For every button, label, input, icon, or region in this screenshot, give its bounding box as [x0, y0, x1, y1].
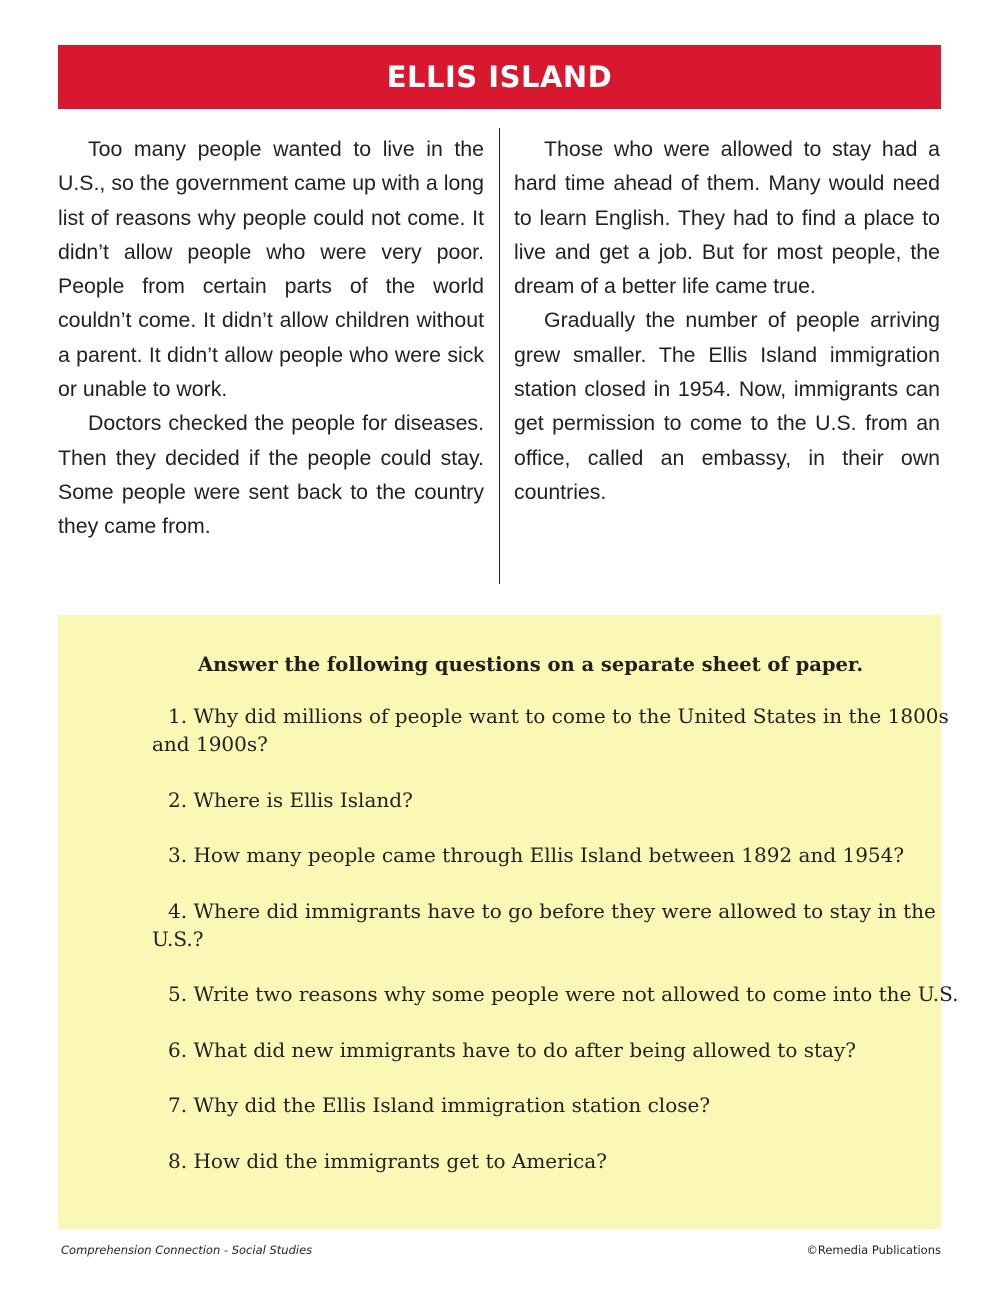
- question-item: 5. Write two reasons why some people were not allowed to come into the U.S.: [168, 982, 959, 1006]
- questions-box: [58, 615, 959, 1229]
- column-divider: [499, 128, 500, 584]
- title-banner: [58, 45, 941, 109]
- question-item: 1. Why did millions of people want to come to the United States in the 1800s and 1900s?: [152, 704, 949, 756]
- footer-copyright: ©Remedia Publications: [806, 1243, 941, 1257]
- question-item: 3. How many people came through Ellis Island between 1892 and 1954?: [168, 843, 905, 867]
- question-item: 6. What did new immigrants have to do after being allowed to stay?: [168, 1038, 856, 1062]
- left-column: [58, 132, 484, 544]
- question-item: 4. Where did immigrants have to go before they were allowed to stay in the U.S.?: [152, 899, 936, 951]
- page-title: ELLIS ISLAND: [386, 60, 613, 94]
- question-item: 2. Where is Ellis Island?: [168, 788, 413, 812]
- paragraph: Doctors checked the people for diseases. Then they decided if the people could stay. Some people were sent back to the country they came from.: [58, 411, 484, 539]
- paragraph: Those who were allowed to stay had a hard time ahead of them. Many would need to learn English. They had to find a place to live and get a job. But for most people, the dream of a better life came true.: [514, 137, 940, 299]
- question-item: 7. Why did the Ellis Island immigration station close?: [168, 1093, 711, 1117]
- questions-instruction: Answer the following questions on a separate sheet of paper.: [198, 653, 864, 676]
- question-list: [58, 615, 959, 1229]
- paragraph: Too many people wanted to live in the U.S., so the government came up with a long list of reasons why people could not come. It didn’t allow people who were very poor. People from certain parts of the world couldn’t come. It didn’t allow children without a parent. It didn’t allow people who were sick or unable to work.: [58, 137, 484, 402]
- paragraph: Gradually the number of people arriving grew smaller. The Ellis Island immigration station closed in 1954. Now, immigrants can get permission to come to the U.S. from an office, called an embassy, in their own countries.: [514, 308, 940, 504]
- question-item: 8. How did the immigrants get to America?: [168, 1149, 607, 1173]
- right-column: [514, 132, 940, 509]
- footer-series: Comprehension Connection - Social Studies: [61, 1243, 313, 1257]
